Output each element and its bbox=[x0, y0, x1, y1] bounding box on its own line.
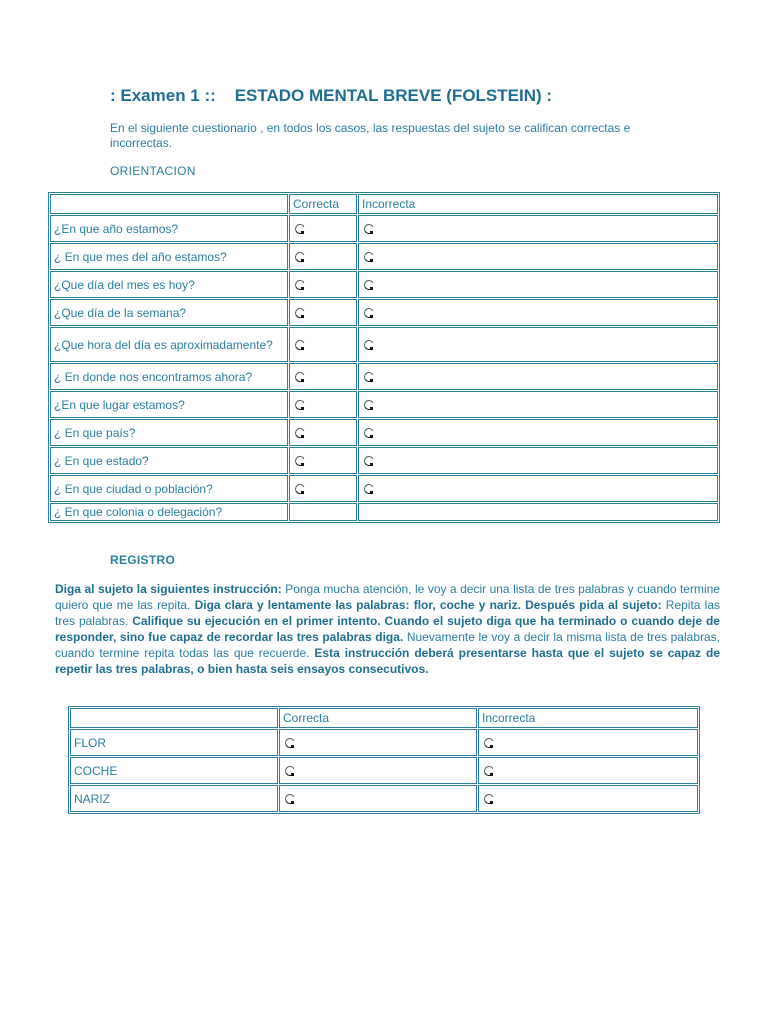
table-row bbox=[50, 215, 718, 242]
registro-header-correcta: Correcta bbox=[279, 708, 477, 728]
table-row bbox=[70, 757, 698, 784]
incorrecta-radio[interactable] bbox=[364, 484, 374, 494]
incorrecta-radio[interactable] bbox=[364, 428, 374, 438]
question-label: ¿ En que mes del año estamos? bbox=[50, 243, 288, 270]
correcta-radio[interactable] bbox=[295, 484, 305, 494]
orientacion-heading: ORIENTACION bbox=[110, 164, 196, 178]
table-row bbox=[70, 729, 698, 756]
table-row bbox=[50, 363, 718, 390]
instruction-bold-2: Diga clara y lentamente las palabras: flor, coche y nariz. Después pida al sujeto: bbox=[194, 598, 662, 612]
table-row bbox=[50, 447, 718, 474]
orientacion-header-incorrecta: Incorrecta bbox=[358, 194, 718, 214]
incorrecta-radio[interactable] bbox=[364, 308, 374, 318]
table-row bbox=[50, 299, 718, 326]
word-label: COCHE bbox=[70, 757, 278, 784]
incorrecta-radio[interactable] bbox=[364, 400, 374, 410]
incorrecta-radio[interactable] bbox=[364, 456, 374, 466]
question-label: ¿En que año estamos? bbox=[50, 215, 288, 242]
registro-heading: REGISTRO bbox=[110, 553, 176, 567]
incorrecta-radio[interactable] bbox=[364, 280, 374, 290]
registro-table bbox=[68, 706, 700, 814]
incorrecta-radio[interactable] bbox=[364, 372, 374, 382]
incorrecta-radio[interactable] bbox=[364, 224, 374, 234]
word-label: FLOR bbox=[70, 729, 278, 756]
question-label: ¿ En que país? bbox=[50, 419, 288, 446]
correcta-radio[interactable] bbox=[285, 794, 295, 804]
orientacion-table bbox=[48, 192, 720, 523]
question-label: ¿Que día del mes es hoy? bbox=[50, 271, 288, 298]
instruction-bold-4: Esta instrucción deberá presentarse hasta que el sujeto se capaz de repetir las tres palabras, o bien hasta seis ensayos consecutivos. bbox=[55, 646, 720, 676]
instruction-text-3: Nuevamente le voy a decir la misma lista de tres palabras, cuando termine repita todas las que recuerde. bbox=[55, 630, 720, 660]
registro-instructions bbox=[55, 581, 720, 677]
correcta-radio[interactable] bbox=[295, 224, 305, 234]
orientacion-header-blank bbox=[50, 194, 288, 214]
registro-header-incorrecta: Incorrecta bbox=[478, 708, 698, 728]
instruction-text-1: Ponga mucha atención, le voy a decir una lista de tres palabras y cuando termine quiero que me las repita. bbox=[55, 582, 720, 612]
correcta-radio[interactable] bbox=[295, 372, 305, 382]
table-row bbox=[50, 503, 718, 521]
empty-cell bbox=[289, 503, 357, 521]
question-label: ¿ En que colonia o delegación? bbox=[50, 503, 288, 521]
incorrecta-radio[interactable] bbox=[364, 252, 374, 262]
question-label: ¿Que hora del día es aproximadamente? bbox=[50, 327, 288, 362]
orientacion-header-correcta: Correcta bbox=[289, 194, 357, 214]
correcta-radio[interactable] bbox=[285, 738, 295, 748]
table-row bbox=[50, 271, 718, 298]
question-label: ¿ En que estado? bbox=[50, 447, 288, 474]
table-row bbox=[50, 391, 718, 418]
question-label: ¿En que lugar estamos? bbox=[50, 391, 288, 418]
instruction-bold-1: Diga al sujeto la siguientes instrucción: bbox=[55, 582, 282, 596]
correcta-radio[interactable] bbox=[295, 308, 305, 318]
table-row bbox=[50, 243, 718, 270]
intro-text: En el siguiente cuestionario , en todos los casos, las respuestas del sujeto se califican correctas e incorrectas. bbox=[110, 121, 631, 150]
correcta-radio[interactable] bbox=[295, 428, 305, 438]
table-row bbox=[50, 327, 718, 362]
table-row bbox=[50, 419, 718, 446]
incorrecta-radio[interactable] bbox=[484, 738, 494, 748]
word-label: NARIZ bbox=[70, 785, 278, 812]
incorrecta-radio[interactable] bbox=[484, 794, 494, 804]
instruction-text-2: Repita las tres palabras. bbox=[55, 598, 720, 628]
page-title: : Examen 1 :: ESTADO MENTAL BREVE (FOLSTEIN) : bbox=[110, 86, 553, 105]
incorrecta-radio[interactable] bbox=[484, 766, 494, 776]
instruction-bold-3: Califique su ejecución en el primer intento. Cuando el sujeto diga que ha terminado o cuando deje de responder, sino fue capaz de recordar las tres palabras diga. bbox=[55, 614, 720, 644]
registro-header-blank bbox=[70, 708, 278, 728]
correcta-radio[interactable] bbox=[285, 766, 295, 776]
table-row bbox=[70, 785, 698, 812]
correcta-radio[interactable] bbox=[295, 252, 305, 262]
correcta-radio[interactable] bbox=[295, 456, 305, 466]
incorrecta-radio[interactable] bbox=[364, 340, 374, 350]
question-label: ¿ En donde nos encontramos ahora? bbox=[50, 363, 288, 390]
empty-cell bbox=[358, 503, 718, 521]
correcta-radio[interactable] bbox=[295, 340, 305, 350]
question-label: ¿Que día de la semana? bbox=[50, 299, 288, 326]
question-label: ¿ En que ciudad o población? bbox=[50, 475, 288, 502]
correcta-radio[interactable] bbox=[295, 400, 305, 410]
correcta-radio[interactable] bbox=[295, 280, 305, 290]
table-row bbox=[50, 475, 718, 502]
